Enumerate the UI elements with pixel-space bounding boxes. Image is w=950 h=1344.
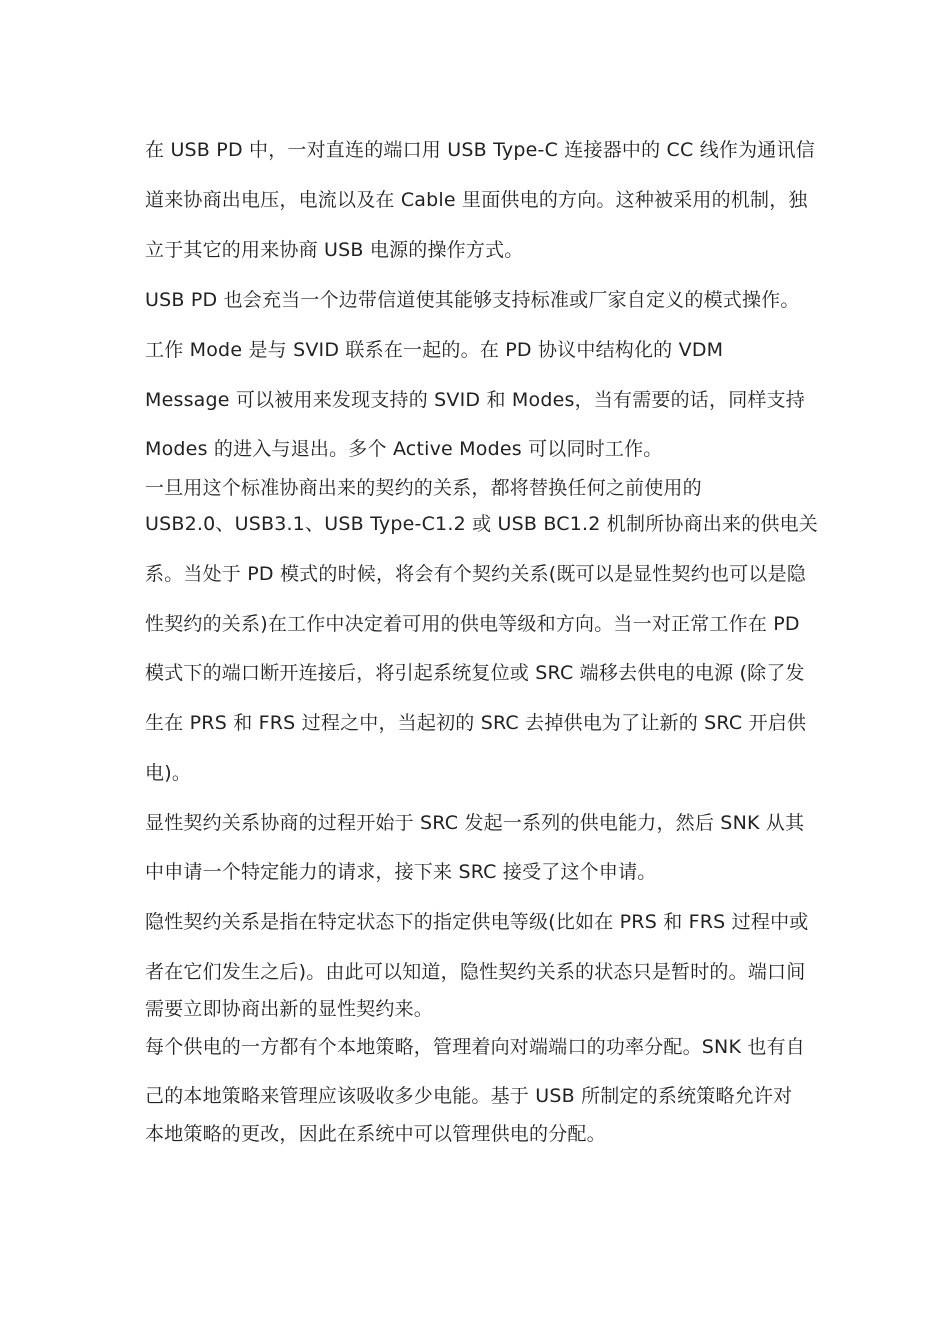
text-line: 隐性契约关系是指在特定状态下的指定供电等级(比如在 PRS 和 FRS 过程中或	[145, 911, 809, 933]
text-line: 需要立即协商出新的显性契约来。	[145, 998, 434, 1020]
text-line: 一旦用这个标准协商出来的契约的关系，都将替换任何之前使用的	[145, 477, 702, 499]
text-line: 中申请一个特定能力的请求，接下来 SRC 接受了这个申请。	[145, 861, 657, 883]
text-line: USB PD 也会充当一个边带信道使其能够支持标准或厂家自定义的模式操作。	[145, 289, 800, 311]
text-line: 道来协商出电压，电流以及在 Cable 里面供电的方向。这种被采用的机制，独	[145, 189, 808, 211]
text-line: Modes 的进入与退出。多个 Active Modes 可以同时工作。	[145, 438, 663, 460]
text-line: 本地策略的更改，因此在系统中可以管理供电的分配。	[145, 1123, 606, 1145]
text-line: Message 可以被用来发现支持的 SVID 和 Modes，当有需要的话，同样支持	[145, 389, 805, 411]
text-line: 立于其它的用来协商 USB 电源的操作方式。	[145, 239, 524, 261]
text-line: 性契约的关系)在工作中决定着可用的供电等级和方向。当一对正常工作在 PD	[145, 613, 800, 635]
text-line: 系。当处于 PD 模式的时候，将会有个契约关系(既可以是显性契约也可以是隐	[145, 563, 806, 585]
text-line: 显性契约关系协商的过程开始于 SRC 发起一系列的供电能力，然后 SNK 从其	[145, 812, 805, 834]
text-line: 者在它们发生之后)。由此可以知道，隐性契约关系的状态只是暂时的。端口间	[145, 961, 806, 983]
text-line: 工作 Mode 是与 SVID 联系在一起的。在 PD 协议中结构化的 VDM	[145, 339, 724, 361]
text-line: USB2.0、USB3.1、USB Type-C1.2 或 USB BC1.2 机制所协商出来的供电关	[145, 513, 819, 535]
text-line: 己的本地策略来管理应该吸收多少电能。基于 USB 所制定的系统策略允许对	[145, 1085, 793, 1107]
text-line: 电)。	[145, 762, 192, 784]
text-line: 生在 PRS 和 FRS 过程之中，当起初的 SRC 去掉供电为了让新的 SRC 开启供	[145, 712, 807, 734]
text-line: 在 USB PD 中，一对直连的端口用 USB Type-C 连接器中的 CC 线作为通讯信	[145, 139, 815, 161]
text-line: 每个供电的一方都有个本地策略，管理着向对端端口的功率分配。SNK 也有自	[145, 1036, 805, 1058]
text-line: 模式下的端口断开连接后，将引起系统复位或 SRC 端移去供电的电源 (除了发	[145, 662, 805, 684]
